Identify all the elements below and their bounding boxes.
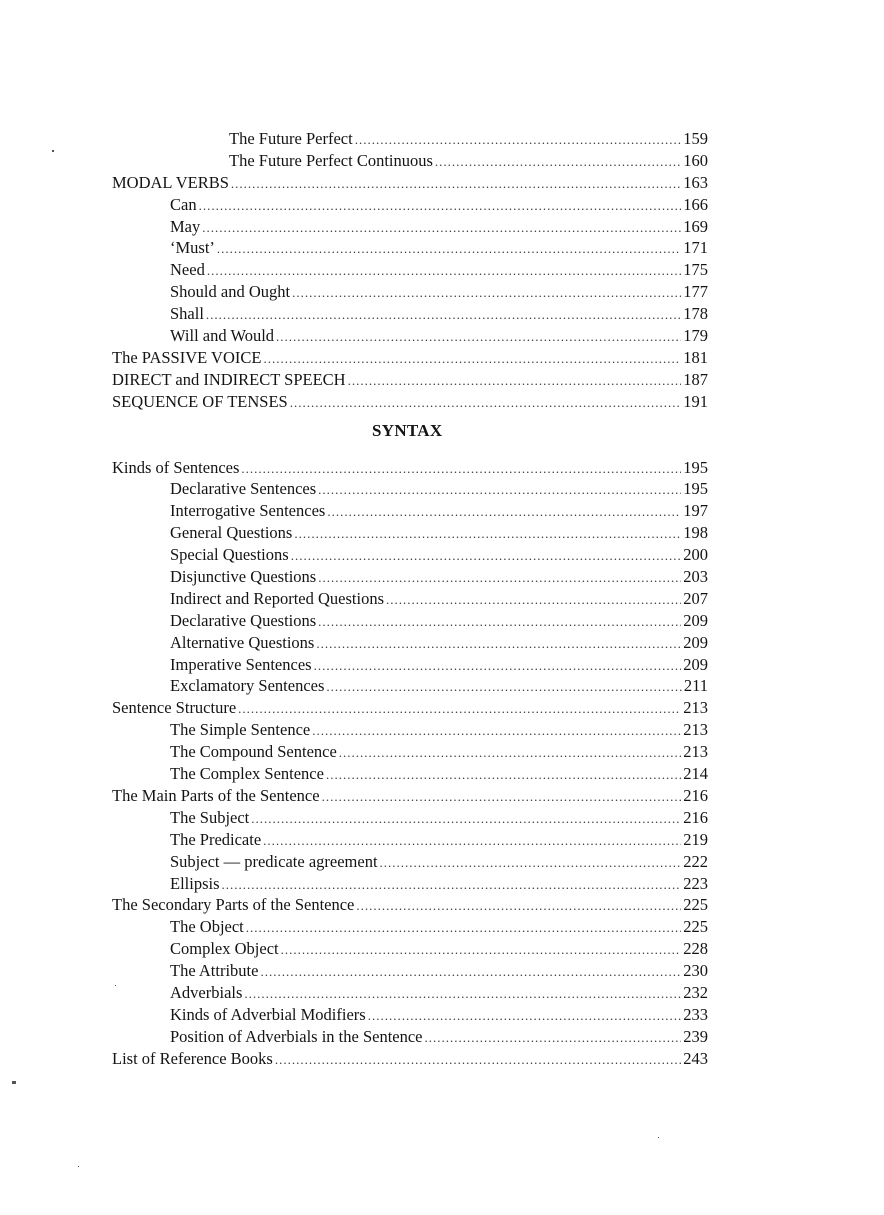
toc-entry-line: [170, 675, 708, 697]
toc-entry: [0, 566, 884, 588]
table-of-contents: [0, 128, 884, 1070]
toc-entry-page-number: 200: [683, 545, 708, 565]
toc-entry-page-number: 178: [683, 304, 708, 324]
toc-entry-line: [170, 566, 708, 588]
toc-group-syntax: [0, 457, 884, 1070]
toc-entry-page-number: 228: [683, 939, 708, 959]
toc-entry-page-number: 179: [683, 326, 708, 346]
toc-entry-line: [229, 150, 708, 172]
toc-entry-line: [170, 851, 708, 873]
toc-entry-page-number: 209: [683, 632, 708, 652]
toc-entry-page-number: 207: [683, 588, 708, 608]
toc-entry: [0, 829, 884, 851]
dot-leader: [318, 567, 681, 589]
toc-entry-title: Shall: [170, 304, 204, 324]
toc-entry-line: [170, 873, 708, 895]
toc-entry-title: The Main Parts of the Sentence: [112, 785, 320, 805]
toc-entry: [0, 741, 884, 763]
toc-entry-line: [170, 982, 708, 1004]
toc-entry-line: [170, 741, 708, 763]
toc-entry-title: Kinds of Sentences: [112, 457, 240, 477]
dot-leader: [435, 151, 681, 173]
toc-entry-title: DIRECT and INDIRECT SPEECH: [112, 369, 346, 389]
toc-entry-line: [170, 588, 708, 610]
dot-leader: [348, 370, 682, 392]
dot-leader: [246, 917, 681, 939]
toc-entry-page-number: 219: [683, 829, 708, 849]
toc-entry-line: [112, 172, 708, 194]
toc-entry: [0, 522, 884, 544]
toc-entry-line: [112, 785, 708, 807]
toc-entry-page-number: 191: [683, 391, 708, 411]
toc-entry-title: List of Reference Books: [112, 1048, 273, 1068]
toc-entry-page-number: 159: [683, 129, 708, 148]
toc-entry: [0, 172, 884, 194]
toc-entry-line: [229, 128, 708, 150]
toc-entry-title: Should and Ought: [170, 282, 291, 302]
dot-leader: [199, 195, 682, 217]
section-heading: SYNTAX: [372, 420, 443, 440]
toc-entry-page-number: 187: [683, 369, 708, 389]
dot-leader: [263, 348, 681, 370]
dot-leader: [276, 326, 681, 348]
dot-leader: [316, 633, 681, 655]
dot-leader: [326, 676, 681, 698]
toc-entry-title: Subject — predicate agreement: [170, 851, 378, 871]
toc-entry-title: Need: [170, 260, 205, 280]
toc-entry-title: Alternative Questions: [170, 632, 315, 652]
toc-entry-line: [112, 391, 708, 413]
dot-leader: [207, 260, 681, 282]
scan-speck: [12, 1081, 16, 1084]
toc-entry: [0, 150, 884, 172]
dot-leader: [368, 1005, 682, 1027]
dot-leader: [322, 786, 682, 808]
toc-entry-line: [170, 216, 708, 238]
toc-entry-page-number: 175: [683, 260, 708, 280]
toc-entry-line: [170, 654, 708, 676]
dot-leader: [318, 479, 681, 501]
toc-entry-title: Kinds of Adverbial Modifiers: [170, 1004, 366, 1024]
toc-entry-line: [112, 894, 708, 916]
toc-entry-line: [170, 478, 708, 500]
toc-entry-line: [170, 281, 708, 303]
toc-entry-page-number: 171: [683, 238, 708, 258]
toc-entry: [0, 938, 884, 960]
toc-entry-page-number: 209: [683, 654, 708, 674]
toc-entry: [0, 610, 884, 632]
toc-entry-line: [170, 522, 708, 544]
dot-leader: [217, 238, 681, 260]
toc-entry-title: Ellipsis: [170, 873, 220, 893]
toc-entry: [0, 654, 884, 676]
toc-entry-page-number: 198: [683, 523, 708, 543]
toc-entry-line: [170, 632, 708, 654]
toc-entry-line: [170, 960, 708, 982]
toc-entry-page-number: 213: [683, 742, 708, 762]
toc-entry-page-number: 225: [683, 895, 708, 915]
toc-entry: [0, 325, 884, 347]
toc-entry-title: ‘Must’: [170, 238, 215, 258]
toc-entry-title: The Complex Sentence: [170, 764, 324, 784]
dot-leader: [386, 589, 681, 611]
toc-entry-page-number: 222: [683, 851, 708, 871]
dot-leader: [425, 1027, 682, 1049]
toc-entry-page-number: 209: [683, 610, 708, 630]
toc-entry: [0, 675, 884, 697]
toc-entry: [0, 1026, 884, 1048]
dot-leader: [380, 852, 682, 874]
toc-entry-page-number: 203: [683, 567, 708, 587]
toc-entry-title: The Future Perfect: [229, 129, 353, 148]
toc-entry-title: Disjunctive Questions: [170, 567, 317, 587]
toc-entry: [0, 960, 884, 982]
toc-entry: [0, 1048, 884, 1070]
toc-entry-page-number: 233: [683, 1004, 708, 1024]
dot-leader: [291, 545, 682, 567]
toc-entry: [0, 697, 884, 719]
toc-entry-title: Adverbials: [170, 982, 243, 1002]
dot-leader: [356, 895, 681, 917]
toc-entry-page-number: 163: [683, 172, 708, 192]
toc-entry-page-number: 160: [683, 150, 708, 170]
toc-entry-title: Will and Would: [170, 326, 275, 346]
toc-entry-line: [170, 259, 708, 281]
toc-entry-title: Complex Object: [170, 939, 279, 959]
dot-leader: [222, 874, 682, 896]
scan-speck: [52, 150, 54, 152]
toc-entry-title: General Questions: [170, 523, 293, 543]
dot-leader: [251, 808, 681, 830]
toc-entry: [0, 873, 884, 895]
toc-entry-line: [170, 916, 708, 938]
dot-leader: [318, 611, 681, 633]
toc-entry: [0, 303, 884, 325]
toc-entry-page-number: 195: [683, 479, 708, 499]
dot-leader: [294, 523, 681, 545]
dot-leader: [202, 217, 681, 239]
dot-leader: [326, 764, 681, 786]
toc-entry-page-number: 213: [683, 720, 708, 740]
toc-entry-title: Imperative Sentences: [170, 654, 312, 674]
toc-entry: [0, 478, 884, 500]
toc-entry-page-number: 177: [683, 282, 708, 302]
toc-entry-title: The PASSIVE VOICE: [112, 347, 262, 367]
dot-leader: [339, 742, 681, 764]
toc-entry: [0, 347, 884, 369]
toc-entry-page-number: 213: [683, 698, 708, 718]
toc-entry-page-number: 214: [683, 764, 708, 784]
dot-leader: [241, 458, 681, 480]
toc-entry-title: The Predicate: [170, 829, 262, 849]
toc-entry-page-number: 225: [683, 917, 708, 937]
toc-entry-page-number: 166: [683, 194, 708, 214]
toc-entry-line: [112, 697, 708, 719]
toc-entry-title: The Future Perfect Continuous: [229, 150, 433, 170]
toc-entry-line: [170, 325, 708, 347]
dot-leader: [206, 304, 681, 326]
toc-entry: [0, 194, 884, 216]
toc-entry-page-number: 232: [683, 982, 708, 1002]
toc-entry-line: [170, 719, 708, 741]
toc-entry-line: [170, 500, 708, 522]
toc-entry: [0, 632, 884, 654]
dot-leader: [275, 1049, 681, 1071]
dot-leader: [231, 173, 681, 195]
toc-entry: [0, 807, 884, 829]
toc-entry-page-number: 223: [683, 873, 708, 893]
toc-entry-page-number: 216: [683, 785, 708, 805]
dot-leader: [312, 720, 681, 742]
toc-entry-title: MODAL VERBS: [112, 172, 229, 192]
toc-entry-page-number: 243: [683, 1048, 708, 1068]
scan-speck: [78, 1166, 79, 1167]
toc-entry: [0, 763, 884, 785]
dot-leader: [281, 939, 682, 961]
toc-entry-line: [170, 237, 708, 259]
toc-entry: [0, 588, 884, 610]
toc-entry: [0, 894, 884, 916]
toc-entry-line: [170, 544, 708, 566]
toc-entry-line: [170, 763, 708, 785]
toc-entry-title: The Object: [170, 917, 244, 937]
toc-entry-line: [170, 807, 708, 829]
toc-entry-title: Exclamatory Sentences: [170, 676, 325, 696]
toc-entry: [0, 500, 884, 522]
toc-entry-line: [112, 369, 708, 391]
toc-entry-page-number: 169: [683, 216, 708, 236]
toc-entry-title: SEQUENCE OF TENSES: [112, 391, 288, 411]
dot-leader: [355, 129, 682, 151]
toc-entry: [0, 128, 884, 150]
toc-entry-title: The Attribute: [170, 961, 259, 981]
toc-entry: [0, 391, 884, 413]
toc-entry-page-number: 239: [683, 1026, 708, 1046]
toc-entry-page-number: 181: [683, 347, 708, 367]
toc-entry: [0, 916, 884, 938]
toc-entry-line: [170, 829, 708, 851]
toc-entry-title: Position of Adverbials in the Sentence: [170, 1026, 423, 1046]
toc-entry-page-number: 230: [683, 961, 708, 981]
scan-speck: [658, 1137, 659, 1138]
toc-entry-line: [112, 1048, 708, 1070]
toc-entry-page-number: 197: [683, 501, 708, 521]
toc-entry-title: The Compound Sentence: [170, 742, 337, 762]
toc-entry: [0, 719, 884, 741]
toc-entry-title: The Subject: [170, 807, 250, 827]
toc-entry-title: Declarative Questions: [170, 610, 317, 630]
dot-leader: [292, 282, 681, 304]
toc-entry: [0, 457, 884, 479]
toc-entry-title: Sentence Structure: [112, 698, 237, 718]
dot-leader: [244, 983, 681, 1005]
toc-entry: [0, 1004, 884, 1026]
toc-entry-title: Can: [170, 194, 197, 214]
dot-leader: [327, 501, 681, 523]
toc-entry: [0, 785, 884, 807]
toc-entry-title: Indirect and Reported Questions: [170, 588, 384, 608]
toc-entry-title: The Secondary Parts of the Sentence: [112, 895, 355, 915]
toc-entry-title: Special Questions: [170, 545, 289, 565]
toc-entry: [0, 544, 884, 566]
toc-entry-line: [170, 303, 708, 325]
toc-entry-page-number: 195: [683, 457, 708, 477]
toc-entry-line: [170, 1004, 708, 1026]
toc-entry-line: [170, 1026, 708, 1048]
toc-entry-page-number: 216: [683, 807, 708, 827]
toc-group-grammar: [0, 128, 884, 413]
toc-entry-title: Interrogative Sentences: [170, 501, 326, 521]
toc-entry: [0, 216, 884, 238]
toc-entry: [0, 982, 884, 1004]
toc-entry: [0, 851, 884, 873]
toc-entry-title: Declarative Sentences: [170, 479, 317, 499]
dot-leader: [260, 961, 681, 983]
toc-entry-line: [170, 610, 708, 632]
toc-entry-page-number: 211: [683, 676, 708, 696]
dot-leader: [314, 655, 682, 677]
dot-leader: [238, 698, 681, 720]
toc-entry-line: [112, 457, 708, 479]
dot-leader: [290, 392, 682, 414]
section-heading-row: [0, 413, 884, 457]
toc-entry-title: May: [170, 216, 201, 236]
toc-entry-title: The Simple Sentence: [170, 720, 311, 740]
toc-entry-line: [170, 194, 708, 216]
toc-entry: [0, 281, 884, 303]
toc-entry-line: [112, 347, 708, 369]
dot-leader: [263, 830, 681, 852]
toc-entry: [0, 259, 884, 281]
scan-speck: [115, 985, 116, 986]
toc-entry: [0, 237, 884, 259]
toc-entry: [0, 369, 884, 391]
toc-entry-line: [170, 938, 708, 960]
